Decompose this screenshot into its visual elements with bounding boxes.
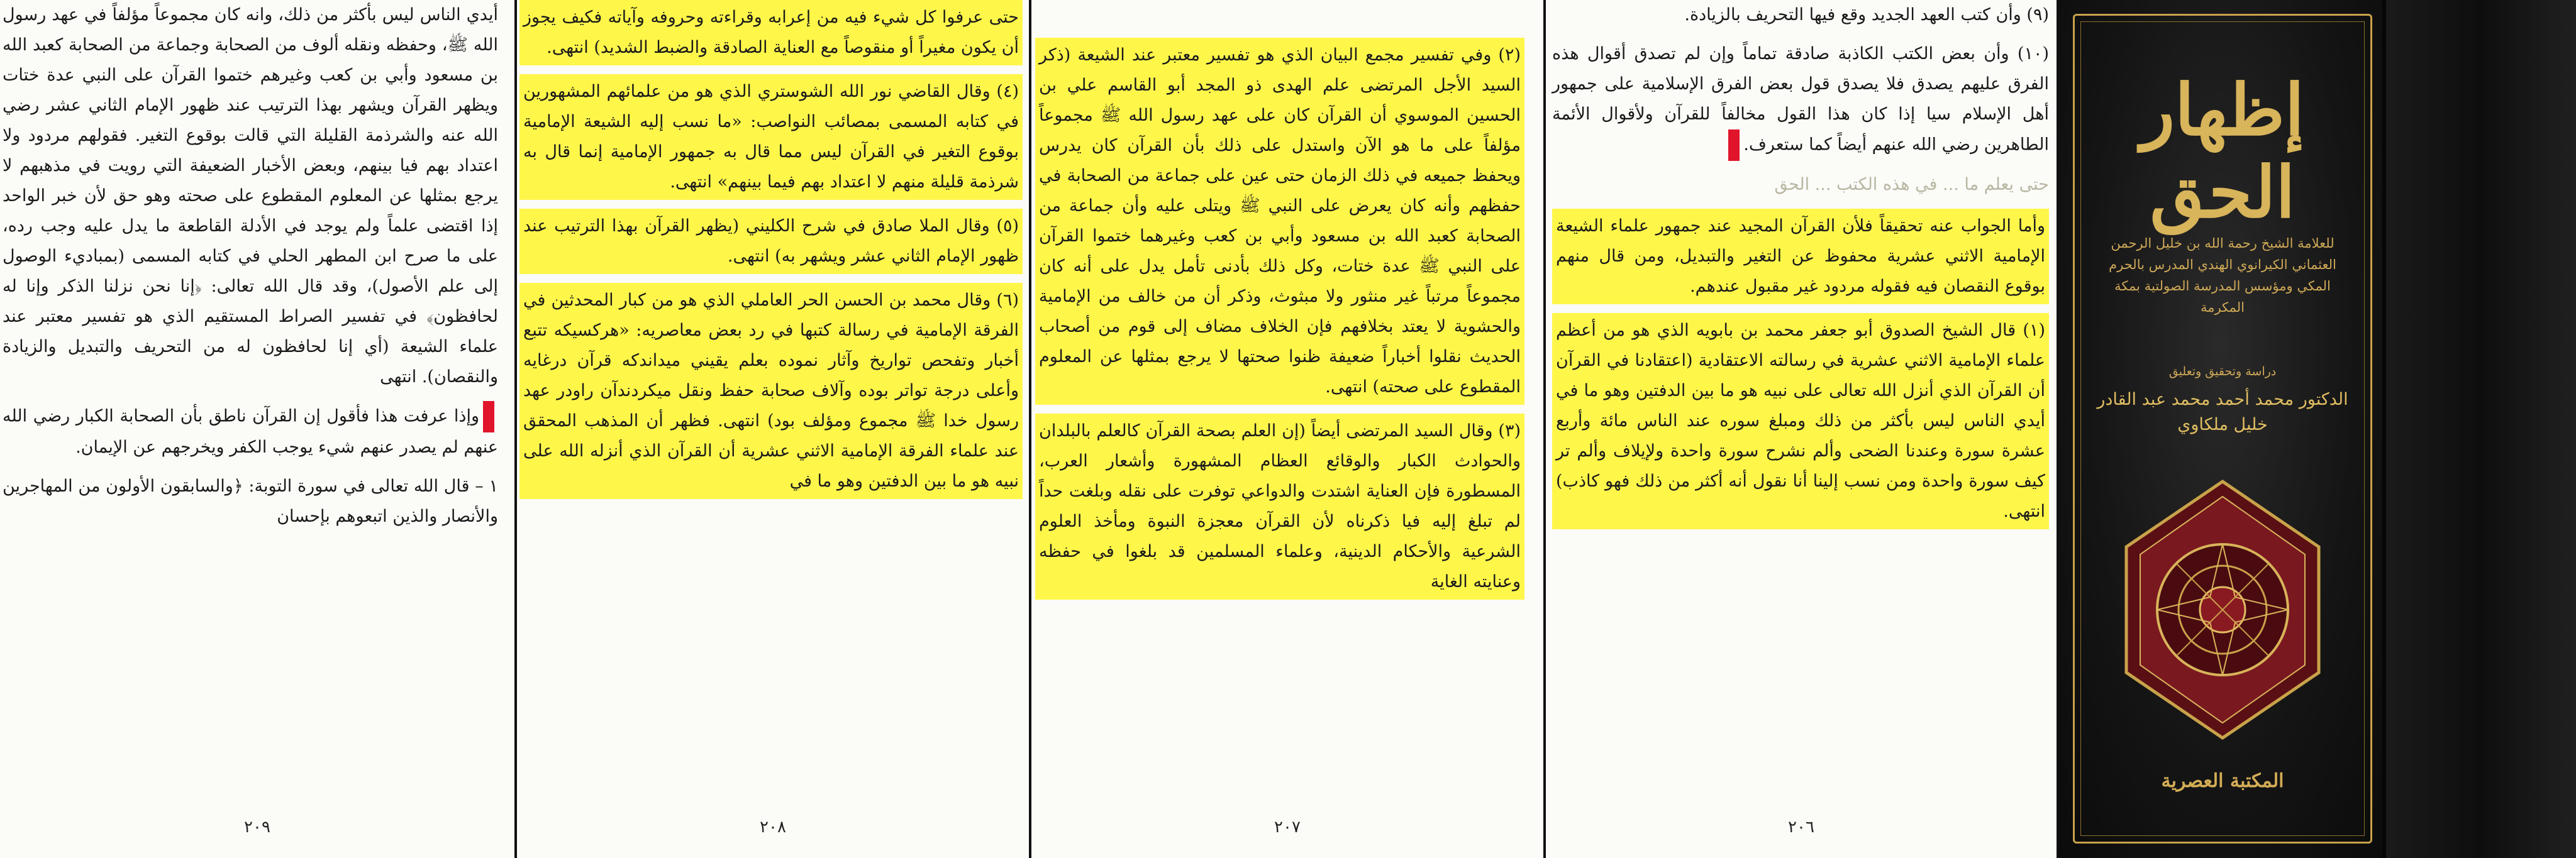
- page-208-paragraph-2: (٤) وقال القاضي نور الله الشوستري الذي هو من علمائهم المشهورين في كتابه المسمى بمصائب النواصب: «ما نسب إليه الشيعة الإمامية بوقوع التغير في القرآن ليس مما قال به جمهور الإمامية إنما قال به شرذمة قليلة منهم لا اعتداد بهم فيما بينهم» انتهى.: [519, 74, 1023, 200]
- page-number-209: ٢٠٩: [244, 818, 270, 837]
- page-208-body: [519, 0, 1023, 508]
- page-206-faint-line: حتى يعلم ما ... في هذه الكتب ... الحق: [1774, 175, 2049, 194]
- cover-spine: [2386, 0, 2576, 858]
- cover-title: إظهار الحق: [2140, 69, 2305, 234]
- page-207-body: [1035, 38, 1524, 608]
- page-number-206: ٢٠٦: [1788, 818, 1814, 837]
- book-cover: [2059, 0, 2576, 858]
- page-209-verse-paragraph: ١ – قال الله تعالى في سورة التوبة: ﴿والسابقون الأولون من المهاجرين والأنصار والذين اتبعوهم بإحسان: [3, 476, 498, 526]
- page-209: [0, 0, 514, 858]
- page-209-after-marker: وإذا عرفت هذا فأقول إن القرآن ناطق بأن الصحابة الكبار رضي الله عنهم لم يصدر عنهم شيء يوجب الكفر ويخرجهم عن الإيمان.: [3, 406, 498, 457]
- cover-board: [2059, 0, 2386, 858]
- page-number-208: ٢٠٨: [760, 818, 786, 837]
- cover-editor: الدكتور محمد أحمد محمد عبد القادر خليل ملكاوي: [2097, 390, 2348, 434]
- cover-publisher: المكتبة العصرية: [2161, 770, 2284, 792]
- page-207-paragraph-1: (٢) وفي تفسير مجمع البيان الذي هو تفسير معتبر عند الشيعة (ذكر السيد الأجل المرتضى علم الهدى ذو المجد أبو القاسم علي بن الحسين الموسوي أن القرآن كان على عهد رسول الله ﷺ مجموعاً مؤلفاً على ما هو الآن واستدل على ذلك بأن القرآن كان يدرس ويحفظ جميعه في ذلك الزمان حتى عين على جماعة من الصحابة في حفظهم وأنه كان يعرض على النبي ﷺ ويتلى عليه وأن جماعة من الصحابة كعبد الله بن مسعود وأبي بن كعب وغيرهما ختموا القرآن على النبي ﷺ عدة ختات، وكل ذلك بأدنى تأمل يدل على أنه كان مجموعاً مرتباً غير منثور ولا مبثوث، وذكر أن من خالف من الإمامية والحشوية لا يعتد بخلافهم فإن الخلاف مضاف إلى قوم من أصحاب الحديث نقلوا أخباراً ضعيفة ظنوا صحتها لا يرجع بمثلها عن المعلوم المقطوع على صحته) انتهى.: [1035, 38, 1524, 405]
- page-206-paragraph-2-text: (١٠) وأن بعض الكتب الكاذبة صادقة تماماً وإن لم تصدق أقوال هذه الفرق عليهم يصدق فلا يصدق قول بعض الفرق الإسلامية على جمهور أهل الإسلام سيا إذا كان هذا القول مخالفاً للقرآن ولأقوال الأئمة الطاهرين رضي الله عنهم أيضاً كما ستعرف.: [1552, 44, 2049, 155]
- page-209-paragraph-2: [3, 401, 498, 463]
- page-208-paragraph-3: (٥) وقال الملا صادق في شرح الكليني (يظهر القرآن بهذا الترتيب عند ظهور الإمام الثاني عشر ويشهر به) انتهى.: [519, 209, 1023, 274]
- page-208-paragraph-4: (٦) وقال محمد بن الحسن الحر العاملي الذي هو من كبار المحدثين في الفرقة الإمامية في رسالة كتبها في رد بعض معاصريه: «هركسيكه تتبع أخبار وتفحص تواريخ وآثار نموده بعلم يقيني ميداندكه قرآن درغايه وأعلى درجة تواتر بوده وآلاف صحابة حفظ ونقل ميكردندآن راودر عهد رسول خدا ﷺ مجموع ومؤلف بود) انتهى. فظهر أن المذهب المحقق عند علماء الفرقة الإمامية الاثني عشرية أن القرآن الذي أنزله الله على نبيه هو ما بين الدفتين وهو ما في: [519, 283, 1023, 499]
- red-marker-icon: [483, 401, 494, 432]
- page-208-paragraph-1: حتى عرفوا كل شيء فيه من إعرابه وقراءته وحروفه وآياته فكيف يجوز أن يكون مغيراً أو منقوصاً مع العناية الصادقة والضبط الشديد) انتهى.: [519, 0, 1023, 65]
- cover-subtitle: للعلامة الشيخ رحمة الله بن خليل الرحمن العثماني الكيرانوي الهندي المدرس بالحرم المكي ومؤسس المدرسة الصولتية بمكة المكرمة: [2109, 236, 2336, 315]
- page-209-paragraph-1: أيدي الناس ليس بأكثر من ذلك، وانه كان مجموعاً مؤلفاً في عهد رسول الله ﷺ، وحفظه ونقله ألوف من الصحابة وجماعة من الصحابة كعبد الله بن مسعود وأبي بن كعب وغيرهم ختموا القرآن على النبي عدة ختات ويظهر القرآن ويشهر بهذا الترتيب عند ظهور الإمام الثاني عشر رضي الله عنه والشرذمة القليلة التي قالت بوقوع التغير. فقولهم مردود ولا اعتداد بهم فيا بينهم، وبعض الأخبار الضعيفة التي رويت في مذهبهم لا يرجع بمثلها عن المعلوم المقطوع على صحته وهو حق لأن خبر الواحد إذا اقتضى علماً ولم يوجد في الأدلة القاطعة ما يدل عليه وجب رده، على ما صرح ابن المطهر الحلي في كتابه المسمى (بمباديء الوصول إلى علم الأصول)، وقد قال الله تعالى: ﴿إنا نحن نزلنا الذكر وإنا له لحافظون﴾ في تفسير الصراط المستقيم الذي هو تفسير معتبر عند علماء الشيعة (أي إنا لحافظون له من التحريف والتبديل والزيادة والنقصان). انتهى: [3, 5, 498, 387]
- page-206-paragraph-1: (٩) وأن كتب العهد الجديد وقع فيها التحريف بالزيادة.: [1684, 5, 2049, 25]
- cover-medallion-icon: [2119, 478, 2326, 742]
- page-208: [517, 0, 1029, 858]
- page-206-highlight-1: وأما الجواب عنه تحقيقاً فلأن القرآن المجيد عند جمهور علماء الشيعة الإمامية الاثني عشرية محفوظ عن التغير والتبديل، ومن قال منهم بوقوع النقصان فيه فقوله مردود غير مقبول عندهم.: [1552, 209, 2049, 304]
- page-number-207: ٢٠٧: [1274, 818, 1301, 837]
- page-207-paragraph-2: (٣) وقال السيد المرتضى أيضاً (إن العلم بصحة القرآن كالعلم بالبلدان والحوادث الكبار والوقائع العظام المشهورة وأشعار العرب، المسطورة فإن العناية اشتدت والدواعي توفرت على نقله وبلغت حداً لم تبلغ إليه فيا ذكرناه لأن القرآن معجزة النبوة ومأخذ العلوم الشرعية والأحكام الدينية، وعلماء المسلمين قد بلغوا في حفظه وعنايته الغاية: [1035, 414, 1524, 600]
- page-207: [1031, 0, 1543, 858]
- page-206-body: [1552, 0, 2049, 538]
- cover-editor-label: دراسة وتحقيق وتعليق: [2168, 365, 2277, 378]
- page-206-paragraph-2: [1552, 39, 2049, 161]
- page-206: [1546, 0, 2057, 858]
- page-206-highlight-2: (١) قال الشيخ الصدوق أبو جعفر محمد بن بابويه الذي هو من أعظم علماء الإمامية الاثني عشرية في رسالته الاعتقادية (اعتقادنا في القرآن أن القرآن الذي أنزل الله تعالى على نبيه هو ما بين الدفتين وهو ما في أيدي الناس ليس بأكثر من ذلك ومبلغ سوره عند الناس مائة وأربع عشرة سورة وعندنا الضحى وألم نشرح سورة واحدة ولإيلاف وألم تر كيف سورة واحدة ومن نسب إلينا أنا نقول أنه أكثر من ذلك فهو كاذب) انتهى.: [1552, 313, 2049, 529]
- page-209-body: [3, 0, 498, 541]
- red-marker-icon: [1728, 129, 1740, 161]
